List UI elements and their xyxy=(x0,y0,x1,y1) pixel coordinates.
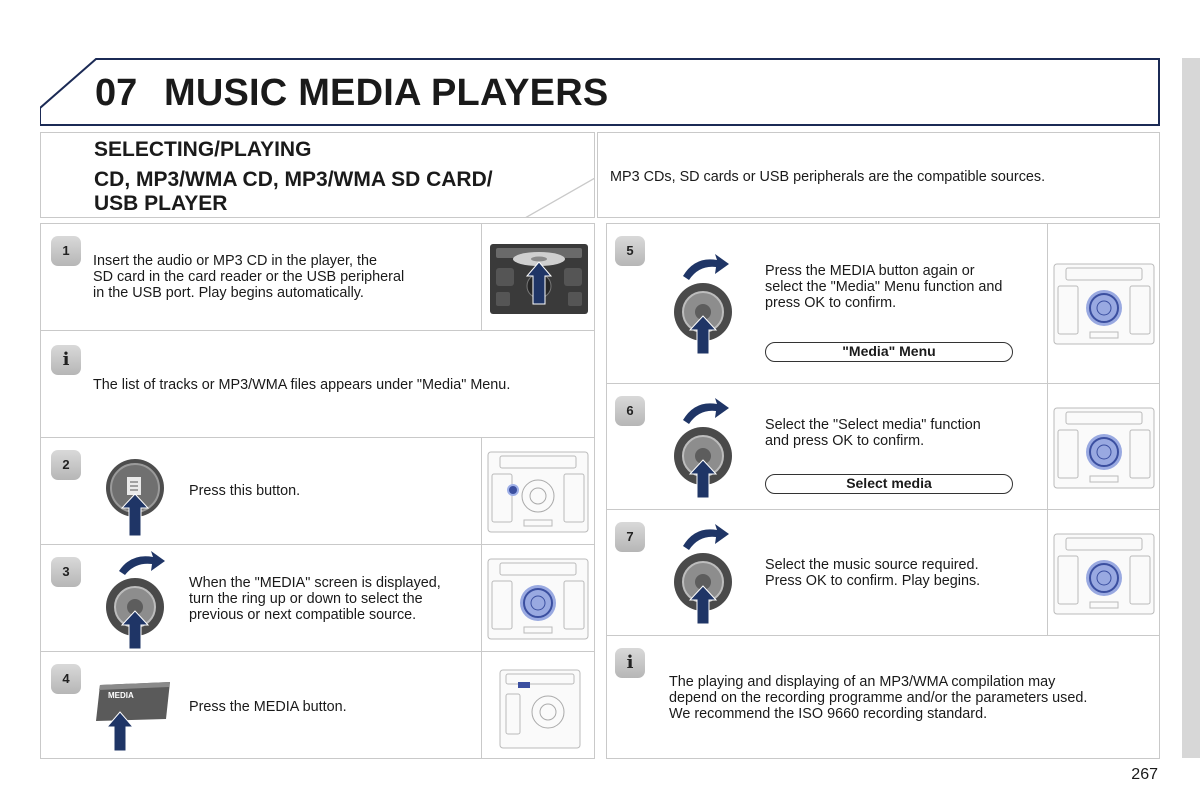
step-6-line-1: Select the "Select media" function xyxy=(765,417,981,433)
step-1 xyxy=(41,224,594,331)
step-badge: 2 xyxy=(51,450,81,480)
step-1-line-2: SD card in the card reader or the USB peripheral xyxy=(93,269,405,285)
step-7-line-1: Select the music source required. xyxy=(765,557,979,573)
step-6 xyxy=(607,384,1159,510)
section-title-line3: USB PLAYER xyxy=(94,192,228,215)
step-3 xyxy=(41,545,594,652)
step-badge: 5 xyxy=(615,236,645,266)
step-badge: 4 xyxy=(51,664,81,694)
select-media-pill: Select media xyxy=(765,474,1013,494)
step-badge: 6 xyxy=(615,396,645,426)
section-title-line1: SELECTING/PLAYING xyxy=(94,138,312,161)
info-compilation-line-2: depend on the recording programme and/or the parameters used. xyxy=(669,690,1088,706)
console-illustration-7 xyxy=(1047,510,1159,635)
chapter-header xyxy=(40,58,1160,126)
chapter-number: 07 xyxy=(95,72,138,114)
right-steps-panel xyxy=(606,223,1160,759)
media-button-icon xyxy=(96,657,176,757)
step-6-line-2: and press OK to confirm. xyxy=(765,433,925,449)
step-4 xyxy=(41,652,594,759)
info-compilation-line-3: We recommend the ISO 9660 recording standard. xyxy=(669,706,988,722)
console-illustration-3 xyxy=(481,545,594,651)
step-3-line-3: previous or next compatible source. xyxy=(189,607,417,623)
step-7 xyxy=(607,510,1159,636)
left-steps-panel xyxy=(40,223,595,759)
media-button-label: MEDIA xyxy=(108,691,134,700)
side-tab-bar xyxy=(1182,58,1200,758)
step-badge: 3 xyxy=(51,557,81,587)
rotary-ok-icon xyxy=(669,390,749,500)
section-title-box xyxy=(40,132,595,218)
info-icon: i xyxy=(615,648,645,678)
console-illustration-5 xyxy=(1047,224,1159,383)
step-3-line-2: turn the ring up or down to select the xyxy=(189,591,423,607)
step-5-line-3: press OK to confirm. xyxy=(765,295,897,311)
console-illustration-2 xyxy=(481,438,594,544)
section-title-line2: CD, MP3/WMA CD, MP3/WMA SD CARD/ xyxy=(94,168,493,191)
info-compilation xyxy=(607,636,1159,758)
chapter-title: MUSIC MEDIA PLAYERS xyxy=(164,72,609,114)
step-badge: 7 xyxy=(615,522,645,552)
rotary-ok-icon xyxy=(669,516,749,626)
step-5 xyxy=(607,224,1159,384)
step-4-text: Press the MEDIA button. xyxy=(189,699,347,715)
step-1-line-1: Insert the audio or MP3 CD in the player, the xyxy=(93,253,377,269)
info-tracks-list xyxy=(41,331,594,438)
page-number: 267 xyxy=(1131,766,1158,783)
title-corner-slant xyxy=(525,178,595,218)
step-1-line-3: in the USB port. Play begins automatically. xyxy=(93,285,364,301)
step-3-line-1: When the "MEDIA" screen is displayed, xyxy=(189,575,441,591)
step-badge: 1 xyxy=(51,236,81,266)
console-illustration-4 xyxy=(481,652,594,759)
step-5-line-1: Press the MEDIA button again or xyxy=(765,263,975,279)
step-5-line-2: select the "Media" Menu function and xyxy=(765,279,1003,295)
media-menu-pill: "Media" Menu xyxy=(765,342,1013,362)
compatible-sources-box xyxy=(597,132,1160,218)
step-7-line-2: Press OK to confirm. Play begins. xyxy=(765,573,981,589)
info-compilation-line-1: The playing and displaying of an MP3/WMA compilation may xyxy=(669,674,1056,690)
media-round-button-icon xyxy=(101,448,181,543)
compatible-sources-text: MP3 CDs, SD cards or USB peripherals are the compatible sources. xyxy=(610,169,1046,185)
step-2-text: Press this button. xyxy=(189,483,301,499)
rotary-ring-icon xyxy=(101,545,181,650)
info-tracks-text: The list of tracks or MP3/WMA files appears under "Media" Menu. xyxy=(93,377,511,393)
rotary-ok-icon xyxy=(669,246,749,356)
console-illustration-6 xyxy=(1047,384,1159,509)
info-icon: i xyxy=(51,345,81,375)
step-2 xyxy=(41,438,594,545)
cd-insert-illustration xyxy=(481,224,594,330)
